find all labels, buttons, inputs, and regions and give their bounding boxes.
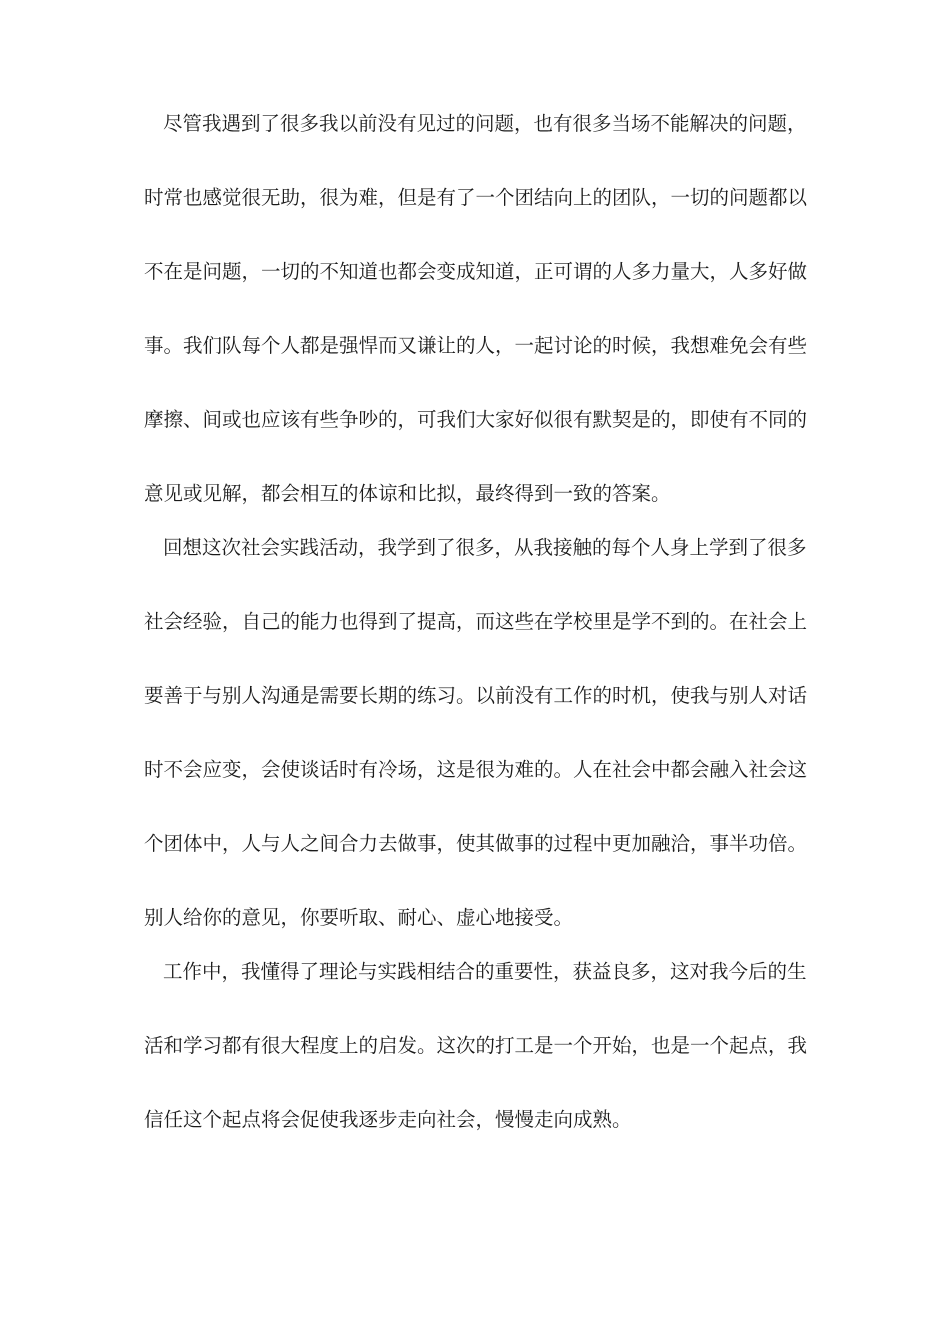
paragraph-line: 个团体中，人与人之间合力去做事，使其做事的过程中更加融洽，事半功倍。 bbox=[144, 832, 808, 855]
paragraph-line: 工作中，我懂得了理论与实践相结合的重要性，获益良多，这对我今后的生 bbox=[163, 960, 807, 983]
document-body bbox=[144, 112, 808, 1132]
paragraph-line: 时常也感觉很无助，很为难，但是有了一个团结向上的团队，一切的问题都以 bbox=[144, 186, 808, 209]
paragraph-line: 时不会应变，会使谈话时有冷场，这是很为难的。人在社会中都会融入社会这 bbox=[144, 758, 808, 781]
paragraph-line: 要善于与别人沟通是需要长期的练习。以前没有工作的时机，使我与别人对话 bbox=[144, 684, 808, 707]
paragraph-line: 不在是问题，一切的不知道也都会变成知道，正可谓的人多力量大，人多好做 bbox=[144, 260, 808, 283]
paragraph-3 bbox=[144, 960, 808, 1132]
paragraph-line: 社会经验，自己的能力也得到了提高，而这些在学校里是学不到的。在社会上 bbox=[144, 610, 808, 633]
paragraph-line: 活和学习都有很大程度上的启发。这次的打工是一个开始，也是一个起点，我 bbox=[144, 1034, 808, 1057]
paragraph-line: 信任这个起点将会促使我逐步走向社会，慢慢走向成熟。 bbox=[144, 1108, 632, 1131]
paragraph-line: 摩擦、间或也应该有些争吵的，可我们大家好似很有默契是的，即使有不同的 bbox=[144, 408, 808, 431]
paragraph-line: 尽管我遇到了很多我以前没有见过的问题，也有很多当场不能解决的问题， bbox=[163, 112, 807, 135]
paragraph-line: 意见或见解，都会相互的体谅和比拟，最终得到一致的答案。 bbox=[144, 482, 671, 505]
paragraph-line: 回想这次社会实践活动，我学到了很多，从我接触的每个人身上学到了很多 bbox=[163, 536, 807, 559]
paragraph-line: 别人给你的意见，你要听取、耐心、虚心地接受。 bbox=[144, 906, 574, 929]
paragraph-line: 事。我们队每个人都是强悍而又谦让的人，一起讨论的时候，我想难免会有些 bbox=[144, 334, 808, 357]
paragraph-1 bbox=[144, 112, 808, 506]
paragraph-2 bbox=[144, 536, 808, 930]
